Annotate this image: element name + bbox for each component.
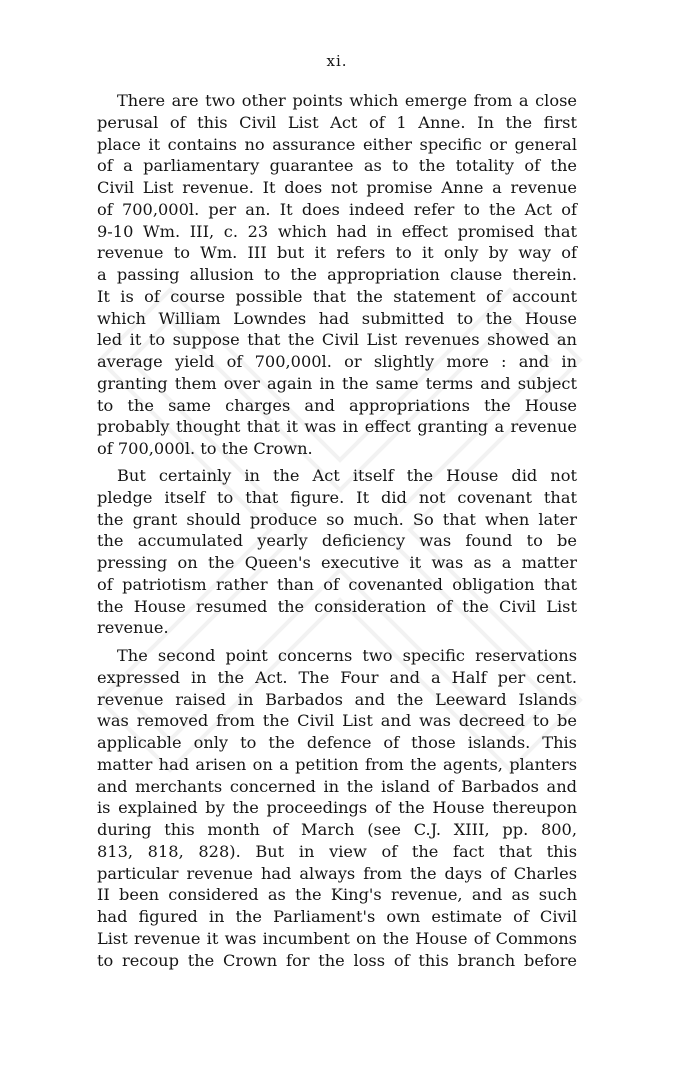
text-line: applicable only to the defence of those islands. This bbox=[97, 733, 577, 752]
text-line: the grant should produce so much. So that when later bbox=[97, 509, 577, 529]
text-line: average yield of 700,000l. or slightly more : and in bbox=[97, 352, 577, 371]
text-line: II been considered as the King's revenue, and as such bbox=[97, 885, 577, 905]
text-line: probably thought that it was in effect granting a revenue bbox=[97, 417, 577, 437]
text-line: revenue to Wm. III but it refers to it only by way of bbox=[97, 243, 577, 263]
paragraph-2 bbox=[97, 465, 577, 639]
text-line: which William Lowndes had submitted to the House bbox=[97, 308, 577, 328]
text-line: granting them over again in the same terms and subject bbox=[97, 373, 577, 393]
text-line: There are two other points which emerge from a close bbox=[117, 91, 577, 110]
text-line: is explained by the proceedings of the House thereupon bbox=[97, 798, 577, 818]
text-line: perusal of this Civil List Act of 1 Anne. In the first bbox=[97, 112, 577, 132]
text-line: had figured in the Parliament's own estimate of Civil bbox=[97, 907, 577, 926]
text-line: pressing on the Queen's executive it was as a matter bbox=[97, 553, 577, 572]
text-line: to recoup the Crown for the loss of this branch before bbox=[97, 950, 577, 970]
text-line: 813, 818, 828). But in view of the fact that this bbox=[97, 841, 577, 861]
text-line: led it to suppose that the Civil List revenues showed an bbox=[97, 330, 577, 350]
text-line: The second point concerns two specific reservations bbox=[117, 646, 577, 665]
page-number: xi. bbox=[326, 52, 348, 70]
text-line: pledge itself to that figure. It did not covenant that bbox=[97, 487, 577, 507]
text-line: particular revenue had always from the days of Charles bbox=[97, 863, 577, 883]
text-line: Civil List revenue. It does not promise Anne a revenue bbox=[97, 178, 577, 197]
text-line: expressed in the Act. The Four and a Half per cent. bbox=[97, 667, 577, 687]
text-line: of 700,000l. to the Crown. bbox=[97, 439, 313, 458]
text-line: of 700,000l. per an. It does indeed refer to the Act of bbox=[97, 199, 577, 219]
text-line: to the same charges and appropriations the House bbox=[97, 395, 577, 415]
text-line: 9-10 Wm. III, c. 23 which had in effect promised that bbox=[97, 221, 577, 241]
text-line: of a parliamentary guarantee as to the totality of the bbox=[97, 156, 577, 176]
paragraph-1 bbox=[97, 90, 577, 460]
text-line: of patriotism rather than of covenanted obligation that bbox=[97, 574, 577, 594]
text-line: List revenue it was incumbent on the House of Commons bbox=[97, 928, 577, 948]
paragraph-3 bbox=[97, 645, 577, 971]
text-line: the accumulated yearly deficiency was found to be bbox=[97, 531, 577, 551]
text-line: revenue. bbox=[97, 618, 169, 638]
text-line: But certainly in the Act itself the House did not bbox=[117, 466, 577, 485]
text-line: the House resumed the consideration of the Civil List bbox=[97, 596, 577, 616]
text-line: a passing allusion to the appropriation clause therein. bbox=[97, 265, 577, 284]
text-line: and merchants concerned in the island of Barbados and bbox=[97, 776, 577, 796]
text-line: matter had arisen on a petition from the agents, planters bbox=[97, 754, 577, 774]
text-line: was removed from the Civil List and was decreed to be bbox=[97, 711, 577, 731]
text-line: It is of course possible that the statement of account bbox=[97, 286, 577, 306]
text-line: place it contains no assurance either specific or general bbox=[97, 134, 577, 154]
text-line: revenue raised in Barbados and the Leeward Islands bbox=[97, 689, 577, 709]
text-line: during this month of March (see C.J. XIII, pp. 800, bbox=[97, 820, 577, 839]
